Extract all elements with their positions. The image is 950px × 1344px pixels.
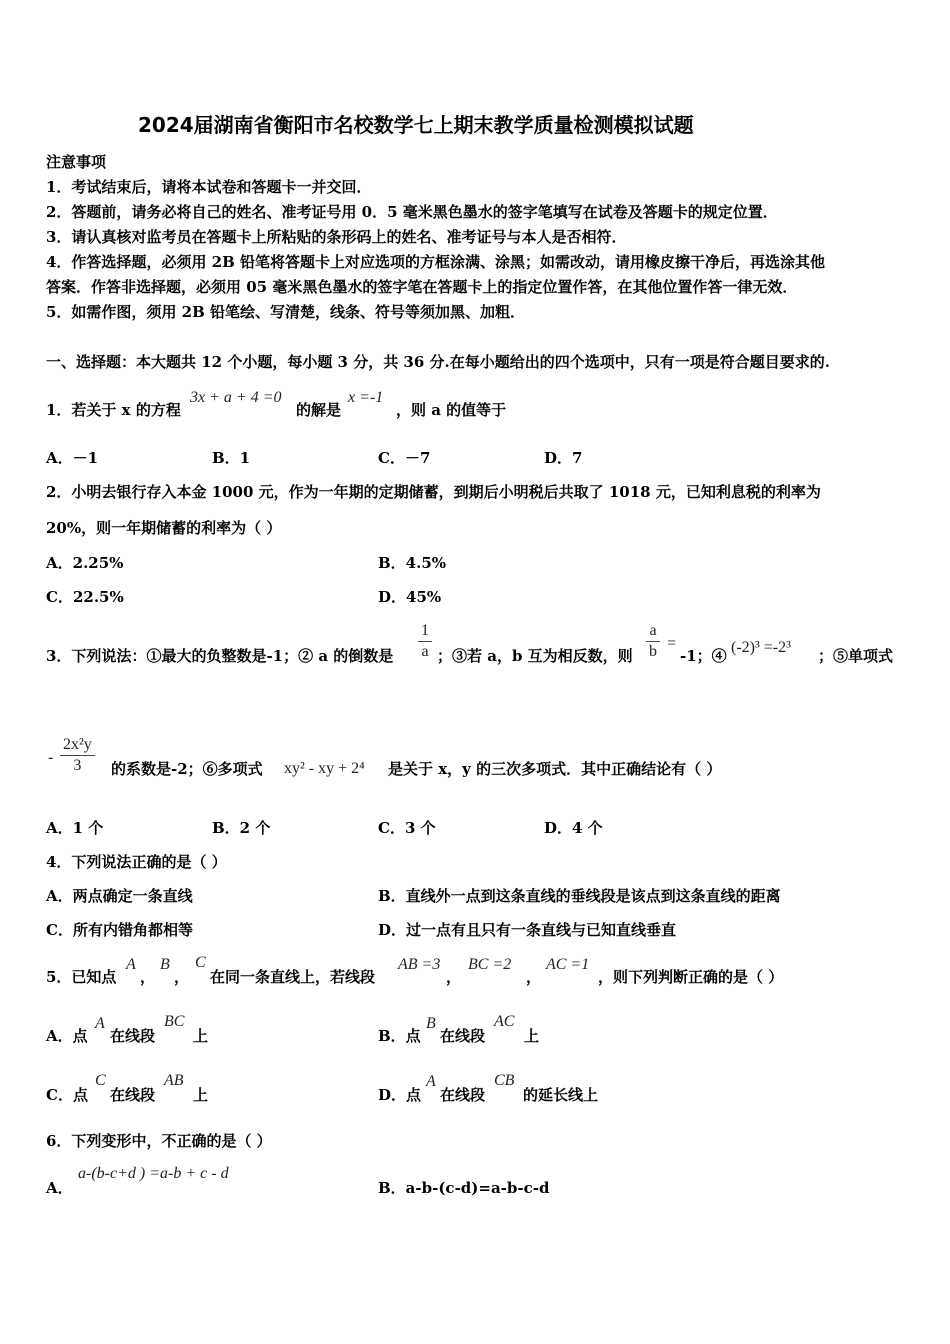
q5-part3: ，则下列判断正确的是（ ） <box>598 968 784 986</box>
option-point: B <box>426 1015 436 1032</box>
q3-option-b: B．2 个 <box>212 819 271 837</box>
q3-part5: 的系数是-2；⑥多项式 <box>111 760 263 778</box>
notice-item: 1．考试结束后，请将本试卷和答题卡一并交回． <box>46 178 372 196</box>
notice-item: 答案．作答非选择题，必须用 05 毫米黑色墨水的签字笔在答题卡上的指定位置作答，在其他位置作答一律无效． <box>46 278 798 296</box>
q4-stem: 4．下列说法正确的是（ ） <box>46 853 227 871</box>
notice-item: 2．答题前，请务必将自己的姓名、准考证号用 0．5 毫米黑色墨水的签字笔填写在试卷及答题卡的规定位置． <box>46 203 778 221</box>
option-text: 在线段 <box>440 1086 486 1104</box>
option-segment: AB <box>164 1072 184 1089</box>
q6-option-a-label: A． <box>46 1179 73 1197</box>
q1-prefix: 1．若关于 x 的方程 <box>46 401 181 419</box>
option-text: C．点 <box>46 1086 88 1104</box>
q3-monomial-fraction <box>60 735 95 776</box>
option-point: C <box>95 1072 106 1089</box>
q3-part2: ；③若 a，b 互为相反数，则 <box>437 647 633 665</box>
q5-segment-ab: AB =3 <box>398 956 441 973</box>
option-text: 上 <box>193 1086 209 1104</box>
q5-comma: ， <box>526 968 542 986</box>
q5-point-a: A <box>126 956 136 973</box>
q5-segment-ac: AC =1 <box>546 956 590 973</box>
fraction-numerator: 2x²y <box>63 736 92 753</box>
q3-part6: 是关于 x，y 的三次多项式．其中正确结论有（ ） <box>388 760 722 778</box>
q1-suffix: ，则 a 的值等于 <box>396 401 507 419</box>
q3-option-c: C．3 个 <box>378 819 436 837</box>
q5-point-b: B <box>160 956 170 973</box>
fraction-numerator: 1 <box>421 622 429 639</box>
notice-item: 4．作答选择题，必须用 2B 铅笔将答题卡上对应选项的方框涂满、涂黑；如需改动，请用橡皮擦干净后，再选涂其他 <box>46 253 826 271</box>
fraction-denominator: b <box>649 643 657 660</box>
option-text: 在线段 <box>110 1027 156 1045</box>
q4-option-d: D．过一点有且只有一条直线与已知直线垂直 <box>378 921 677 939</box>
q4-option-a: A．两点确定一条直线 <box>46 887 193 905</box>
q5-segment-bc: BC =2 <box>468 956 512 973</box>
q5-comma: ， <box>140 968 156 986</box>
q5-comma: ， <box>446 968 462 986</box>
q5-comma: ， <box>174 968 190 986</box>
q4-option-c: C．所有内错角都相等 <box>46 921 193 939</box>
option-text: 在线段 <box>440 1027 486 1045</box>
q5-point-c: C <box>195 954 206 971</box>
option-text: A．点 <box>46 1027 88 1045</box>
q3-equals-sign: = <box>667 635 677 652</box>
notice-item: 5．如需作图，须用 2B 铅笔绘、写清楚，线条、符号等须加黑、加粗． <box>46 303 525 321</box>
q1-option-a: A．－1 <box>46 449 99 467</box>
notice-heading: 注意事项 <box>46 153 107 171</box>
section-heading: 一、选择题：本大题共 12 个小题，每小题 3 分，共 36 分.在每小题给出的四个选项中，只有一项是符合题目要求的. <box>46 353 830 371</box>
q3-part3: -1；④ <box>680 647 727 665</box>
q3-fraction-a-over-b <box>646 621 660 662</box>
option-point: A <box>426 1073 436 1090</box>
q1-solution: x =-1 <box>348 389 384 406</box>
q2-option-a: A．2.25% <box>46 554 124 572</box>
option-text: B．点 <box>378 1027 421 1045</box>
q1-option-d: D．7 <box>544 449 583 467</box>
option-text: 的延长线上 <box>523 1086 599 1104</box>
q6-stem: 6．下列变形中，不正确的是（ ） <box>46 1132 272 1150</box>
q3-part4: ；⑤单项式 <box>818 647 894 665</box>
option-text: 在线段 <box>110 1086 156 1104</box>
fraction-numerator: a <box>649 622 657 639</box>
q2-stem-line2: 20%，则一年期储蓄的利率为（ ） <box>46 519 282 537</box>
q6-option-b: B．a-b-(c-d)=a-b-c-d <box>378 1179 550 1197</box>
q1-mid: 的解是 <box>296 401 342 419</box>
page-title: 2024届湖南省衡阳市名校数学七上期末教学质量检测模拟试题 <box>138 113 694 137</box>
q3-option-d: D．4 个 <box>544 819 603 837</box>
q1-option-b: B．1 <box>212 449 251 467</box>
q5-part1: 5．已知点 <box>46 968 117 986</box>
option-segment: CB <box>494 1072 515 1089</box>
notice-item: 3．请认真核对监考员在答题卡上所粘贴的条形码上的姓名、准考证号与本人是否相符． <box>46 228 627 246</box>
q5-part2: 在同一条直线上，若线段 <box>210 968 376 986</box>
fraction-denominator: 3 <box>73 757 82 774</box>
q2-stem-line1: 2．小明去银行存入本金 1000 元，作为一年期的定期储蓄，到期后小明税后共取了 1018 元，已知利息税的利率为 <box>46 483 821 501</box>
fraction-denominator: a <box>421 643 429 660</box>
q3-part1: 3．下列说法：①最大的负整数是-1；② a 的倒数是 <box>46 647 394 665</box>
option-segment: BC <box>164 1013 185 1030</box>
option-segment: AC <box>494 1013 515 1030</box>
q2-option-b: B．4.5% <box>378 554 447 572</box>
q1-option-c: C．－7 <box>378 449 431 467</box>
option-text: D．点 <box>378 1086 422 1104</box>
q6-option-a-expression: a-(b-c+d ) =a-b + c - d <box>78 1165 229 1182</box>
q1-equation: 3x + a + 4 =0 <box>190 389 282 406</box>
q2-option-c: C．22.5% <box>46 588 124 606</box>
q3-option-a: A．1 个 <box>46 819 104 837</box>
q3-polynomial: xy² - xy + 2⁴ <box>284 760 365 777</box>
option-point: A <box>95 1015 105 1032</box>
q3-monomial-sign: - <box>48 749 54 766</box>
q3-fraction-1-over-a <box>418 621 432 662</box>
option-text: 上 <box>193 1027 209 1045</box>
q2-option-d: D．45% <box>378 588 442 606</box>
q4-option-b: B．直线外一点到这条直线的垂线段是该点到这条直线的距离 <box>378 887 781 905</box>
option-text: 上 <box>524 1027 540 1045</box>
q3-expression-4: (-2)³ =-2³ <box>731 639 791 656</box>
